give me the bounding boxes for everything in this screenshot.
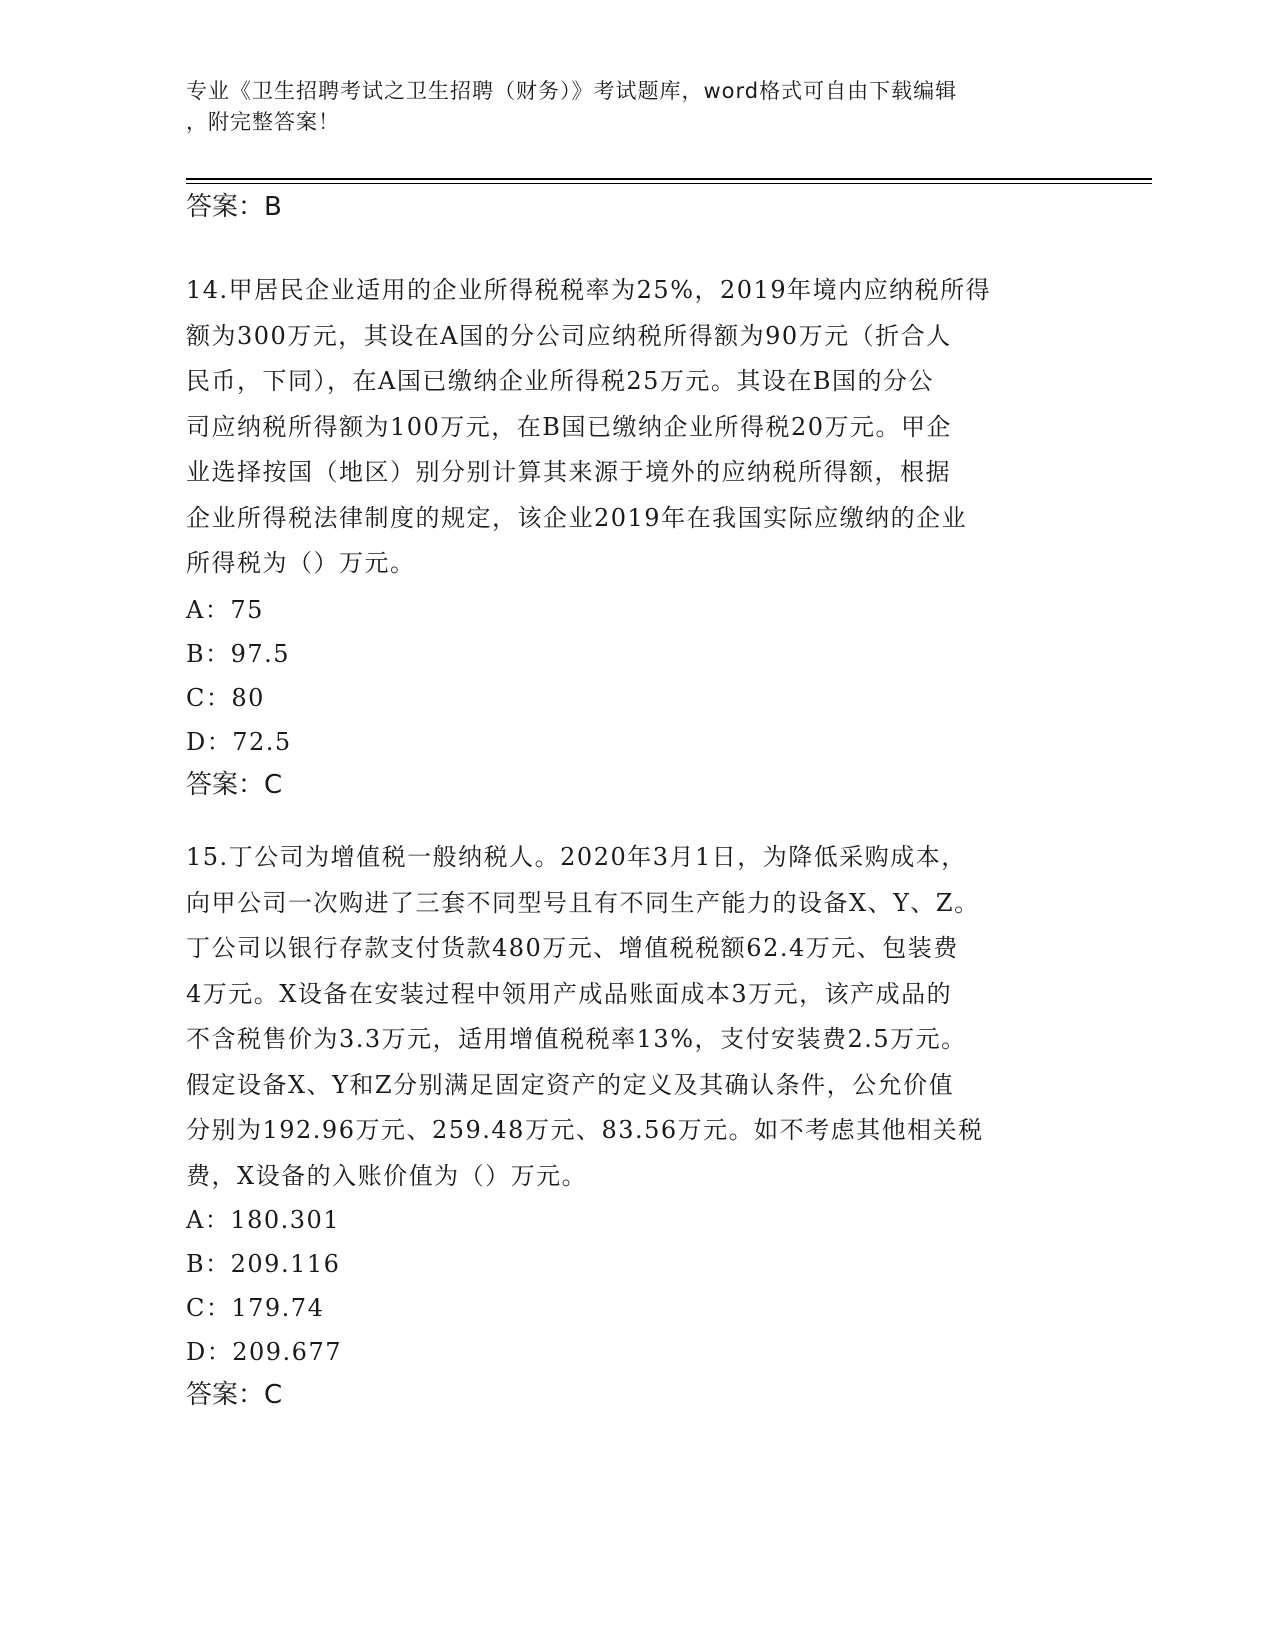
- header-divider-thin: [186, 183, 1152, 184]
- question-15-line: 不含税售价为3.3万元，适用增值税税率13%，支付安装费2.5万元。: [186, 1025, 967, 1053]
- question-15-option-c: C：179.74: [186, 1294, 325, 1322]
- question-15-line: 假定设备X、Y和Z分别满足固定资产的定义及其确认条件，公允价值: [186, 1070, 955, 1099]
- question-15-option-d: D：209.677: [186, 1338, 342, 1366]
- question-14-line: 业选择按国（地区）别分别计算其来源于境外的应纳税所得额，根据: [186, 458, 951, 486]
- question-14-option-d: D：72.5: [186, 728, 292, 756]
- question-15-line: 15.丁公司为增值税一般纳税人。2020年3月1日，为降低采购成本，: [186, 843, 967, 871]
- question-15-line: 费，X设备的入账价值为（）万元。: [186, 1161, 588, 1190]
- question-14-line: 14.甲居民企业适用的企业所得税税率为25%，2019年境内应纳税所得: [186, 276, 992, 304]
- header-line-2: ，附完整答案！: [186, 110, 340, 134]
- question-14-line: 所得税为（）万元。: [186, 549, 416, 577]
- previous-question-answer: 答案：B: [186, 192, 282, 222]
- page-header: [186, 76, 1066, 138]
- question-15-text: [186, 835, 1086, 1199]
- question-14-option-a: A：75: [186, 596, 264, 624]
- question-14-answer: 答案：C: [186, 770, 283, 800]
- question-15-answer: 答案：C: [186, 1380, 283, 1410]
- question-15-line: 4万元。X设备在安装过程中领用产成品账面成本3万元，该产成品的: [186, 979, 953, 1008]
- header-line-1: 专业《卫生招聘考试之卫生招聘（财务）》考试题库，word格式可自由下载编辑: [186, 79, 958, 103]
- question-15-option-b: B：209.116: [186, 1250, 341, 1278]
- question-14-line: 企业所得税法律制度的规定，该企业2019年在我国实际应缴纳的企业: [186, 503, 968, 532]
- question-15-line: 丁公司以银行存款支付货款480万元、增值税税额62.4万元、包装费: [186, 934, 959, 962]
- question-15-line: 分别为192.96万元、259.48万元、83.56万元。如不考虑其他相关税: [186, 1116, 984, 1144]
- question-15-option-a: A：180.301: [186, 1206, 341, 1234]
- question-14-line: 额为300万元，其设在A国的分公司应纳税所得额为90万元（折合人: [186, 321, 952, 350]
- question-15-line: 向甲公司一次购进了三套不同型号且有不同生产能力的设备X、Y、Z。: [186, 888, 980, 917]
- question-14-line: 司应纳税所得额为100万元，在B国已缴纳企业所得税20万元。甲企: [186, 412, 952, 441]
- header-divider-thick: [186, 178, 1152, 180]
- question-14-option-b: B：97.5: [186, 640, 291, 668]
- question-14-text: [186, 268, 1086, 587]
- question-14-option-c: C：80: [186, 684, 265, 712]
- question-14-line: 民币，下同），在A国已缴纳企业所得税25万元。其设在B国的分公: [186, 367, 935, 395]
